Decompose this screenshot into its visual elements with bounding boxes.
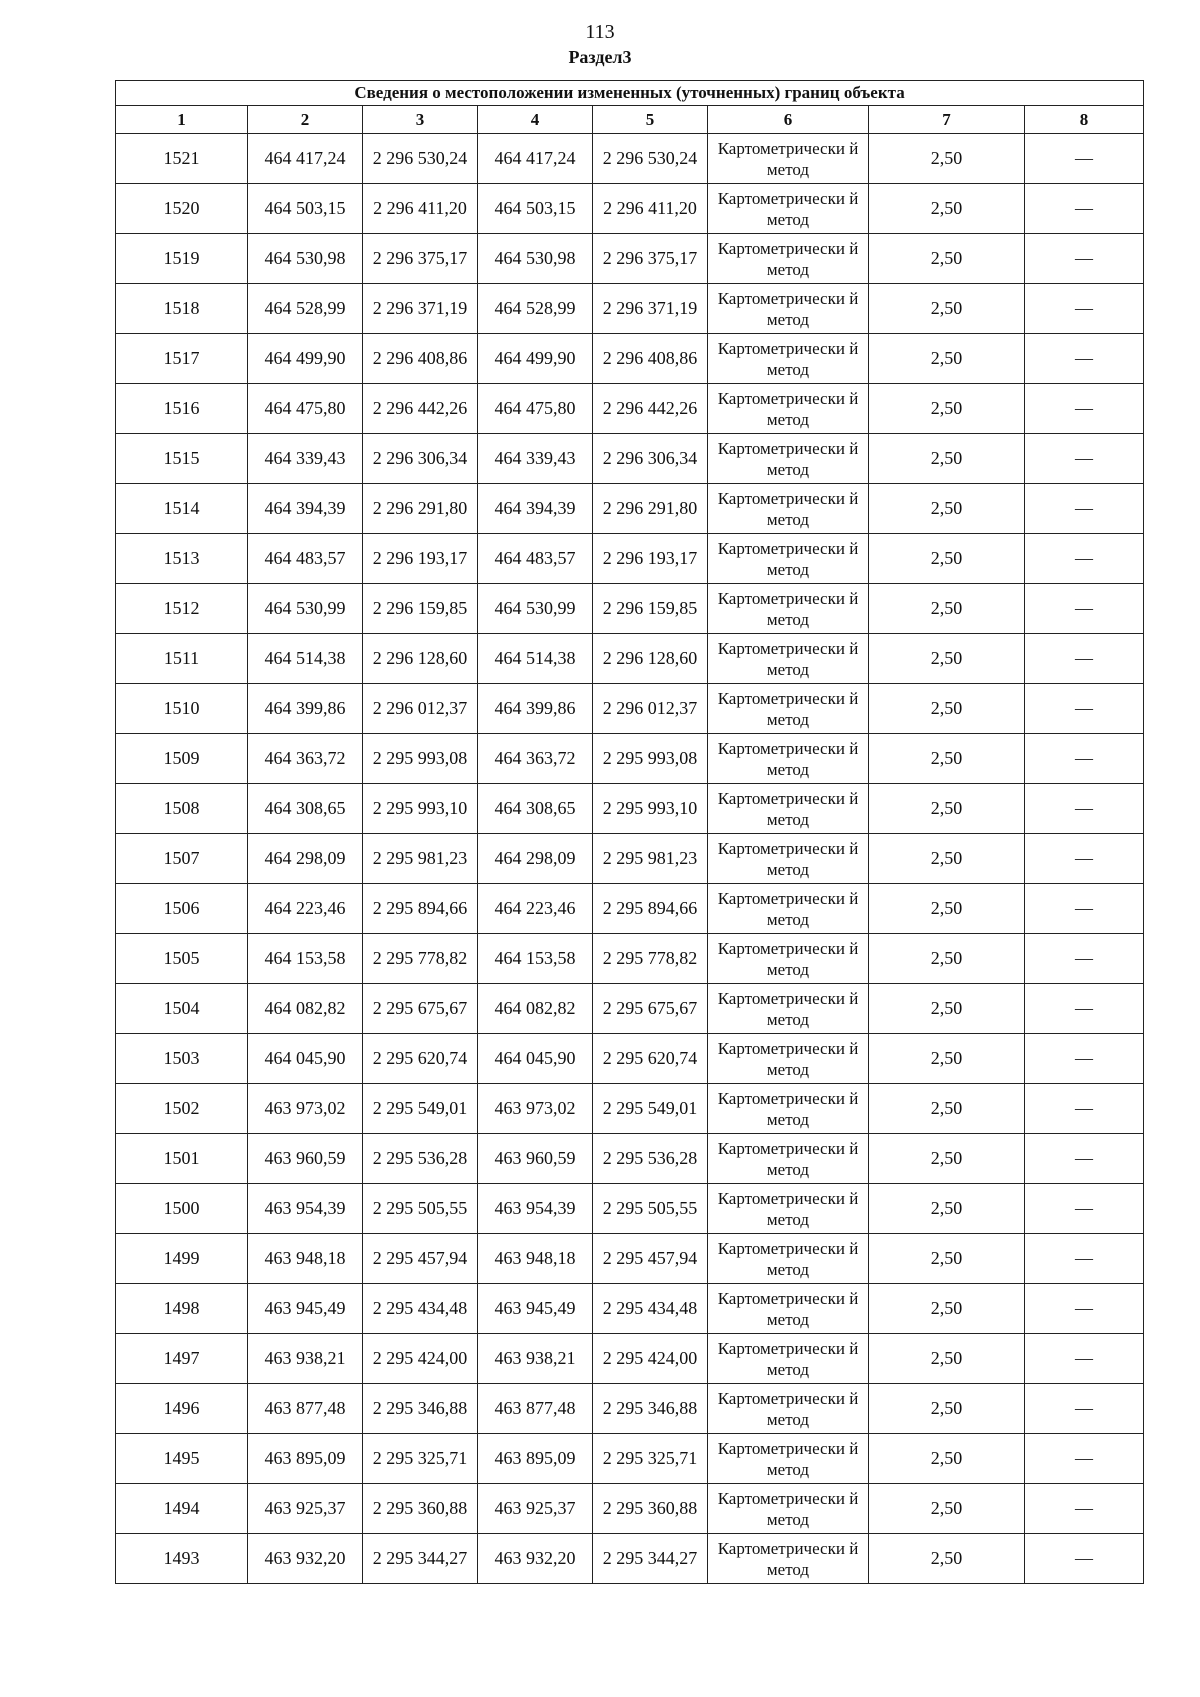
- point-number-cell: 1495: [116, 1434, 248, 1484]
- description-cell: —: [1025, 434, 1144, 484]
- description-cell: —: [1025, 834, 1144, 884]
- method-cell: Картометрически й метод: [708, 584, 869, 634]
- table-row: [116, 1284, 1144, 1334]
- y-new-cell: 2 295 549,01: [593, 1084, 708, 1134]
- point-number-cell: 1496: [116, 1384, 248, 1434]
- description-cell: —: [1025, 1034, 1144, 1084]
- method-cell: Картометрически й метод: [708, 384, 869, 434]
- point-number-cell: 1515: [116, 434, 248, 484]
- method-cell: Картометрически й метод: [708, 534, 869, 584]
- table-row: [116, 1334, 1144, 1384]
- x-old-cell: 463 877,48: [248, 1384, 363, 1434]
- method-cell: Картометрически й метод: [708, 284, 869, 334]
- y-old-cell: 2 295 993,10: [363, 784, 478, 834]
- method-cell: Картометрически й метод: [708, 484, 869, 534]
- description-cell: —: [1025, 1384, 1144, 1434]
- table-row: [116, 684, 1144, 734]
- table-row: [116, 1234, 1144, 1284]
- y-old-cell: 2 295 675,67: [363, 984, 478, 1034]
- description-cell: —: [1025, 384, 1144, 434]
- x-new-cell: 464 514,38: [478, 634, 593, 684]
- x-new-cell: 463 960,59: [478, 1134, 593, 1184]
- x-new-cell: 463 932,20: [478, 1534, 593, 1584]
- y-new-cell: 2 295 778,82: [593, 934, 708, 984]
- point-number-cell: 1493: [116, 1534, 248, 1584]
- section-title: Раздел3: [568, 47, 632, 67]
- x-old-cell: 464 417,24: [248, 134, 363, 184]
- x-new-cell: 463 938,21: [478, 1334, 593, 1384]
- x-old-cell: 464 399,86: [248, 684, 363, 734]
- precision-cell: 2,50: [869, 184, 1025, 234]
- precision-cell: 2,50: [869, 634, 1025, 684]
- point-number-cell: 1507: [116, 834, 248, 884]
- precision-cell: 2,50: [869, 1334, 1025, 1384]
- precision-cell: 2,50: [869, 1184, 1025, 1234]
- method-cell: Картометрически й метод: [708, 1084, 869, 1134]
- y-old-cell: 2 295 346,88: [363, 1384, 478, 1434]
- y-old-cell: 2 295 549,01: [363, 1084, 478, 1134]
- point-number-cell: 1500: [116, 1184, 248, 1234]
- precision-cell: 2,50: [869, 584, 1025, 634]
- precision-cell: 2,50: [869, 1084, 1025, 1134]
- point-number-cell: 1505: [116, 934, 248, 984]
- precision-cell: 2,50: [869, 1484, 1025, 1534]
- table-row: [116, 1134, 1144, 1184]
- method-cell: Картометрически й метод: [708, 234, 869, 284]
- method-cell: Картометрически й метод: [708, 984, 869, 1034]
- method-cell: Картометрически й метод: [708, 784, 869, 834]
- method-cell: Картометрически й метод: [708, 1334, 869, 1384]
- description-cell: —: [1025, 984, 1144, 1034]
- method-cell: Картометрически й метод: [708, 134, 869, 184]
- y-new-cell: 2 295 344,27: [593, 1534, 708, 1584]
- y-old-cell: 2 295 536,28: [363, 1134, 478, 1184]
- method-cell: Картометрически й метод: [708, 684, 869, 734]
- precision-cell: 2,50: [869, 834, 1025, 884]
- y-new-cell: 2 295 325,71: [593, 1434, 708, 1484]
- x-new-cell: 464 045,90: [478, 1034, 593, 1084]
- x-new-cell: 464 082,82: [478, 984, 593, 1034]
- method-cell: Картометрически й метод: [708, 1434, 869, 1484]
- y-new-cell: 2 295 434,48: [593, 1284, 708, 1334]
- table-row: [116, 534, 1144, 584]
- point-number-cell: 1520: [116, 184, 248, 234]
- method-cell: Картометрически й метод: [708, 1534, 869, 1584]
- point-number-cell: 1513: [116, 534, 248, 584]
- y-new-cell: 2 296 291,80: [593, 484, 708, 534]
- x-old-cell: 463 938,21: [248, 1334, 363, 1384]
- precision-cell: 2,50: [869, 1234, 1025, 1284]
- x-old-cell: 464 308,65: [248, 784, 363, 834]
- table-row: [116, 1034, 1144, 1084]
- y-new-cell: 2 295 993,08: [593, 734, 708, 784]
- point-number-cell: 1497: [116, 1334, 248, 1384]
- precision-cell: 2,50: [869, 1034, 1025, 1084]
- x-new-cell: 464 475,80: [478, 384, 593, 434]
- description-cell: —: [1025, 334, 1144, 384]
- method-cell: Картометрически й метод: [708, 1284, 869, 1334]
- method-cell: Картометрически й метод: [708, 934, 869, 984]
- x-old-cell: 464 223,46: [248, 884, 363, 934]
- y-new-cell: 2 295 675,67: [593, 984, 708, 1034]
- x-old-cell: 464 298,09: [248, 834, 363, 884]
- method-cell: Картометрически й метод: [708, 1484, 869, 1534]
- description-cell: —: [1025, 784, 1144, 834]
- x-old-cell: 464 503,15: [248, 184, 363, 234]
- table-row: [116, 1434, 1144, 1484]
- x-old-cell: 464 475,80: [248, 384, 363, 434]
- x-old-cell: 463 948,18: [248, 1234, 363, 1284]
- x-old-cell: 463 954,39: [248, 1184, 363, 1234]
- x-old-cell: 464 082,82: [248, 984, 363, 1034]
- x-new-cell: 464 483,57: [478, 534, 593, 584]
- x-new-cell: 464 223,46: [478, 884, 593, 934]
- x-old-cell: 464 363,72: [248, 734, 363, 784]
- y-new-cell: 2 295 894,66: [593, 884, 708, 934]
- description-cell: —: [1025, 1184, 1144, 1234]
- method-cell: Картометрически й метод: [708, 1234, 869, 1284]
- point-number-cell: 1508: [116, 784, 248, 834]
- table-row: [116, 784, 1144, 834]
- x-new-cell: 464 153,58: [478, 934, 593, 984]
- y-new-cell: 2 296 128,60: [593, 634, 708, 684]
- table-row: [116, 834, 1144, 884]
- x-old-cell: 464 394,39: [248, 484, 363, 534]
- description-cell: —: [1025, 684, 1144, 734]
- x-new-cell: 464 530,99: [478, 584, 593, 634]
- precision-cell: 2,50: [869, 1284, 1025, 1334]
- description-cell: —: [1025, 634, 1144, 684]
- point-number-cell: 1494: [116, 1484, 248, 1534]
- table-caption: Сведения о местоположении измененных (уточненных) границ объекта: [116, 81, 1144, 106]
- y-new-cell: 2 296 408,86: [593, 334, 708, 384]
- y-old-cell: 2 295 325,71: [363, 1434, 478, 1484]
- table-row: [116, 734, 1144, 784]
- y-new-cell: 2 296 375,17: [593, 234, 708, 284]
- precision-cell: 2,50: [869, 884, 1025, 934]
- x-new-cell: 464 363,72: [478, 734, 593, 784]
- y-old-cell: 2 295 344,27: [363, 1534, 478, 1584]
- y-old-cell: 2 296 128,60: [363, 634, 478, 684]
- precision-cell: 2,50: [869, 234, 1025, 284]
- method-cell: Картометрически й метод: [708, 884, 869, 934]
- description-cell: —: [1025, 184, 1144, 234]
- table-row: [116, 1084, 1144, 1134]
- description-cell: —: [1025, 1434, 1144, 1484]
- precision-cell: 2,50: [869, 1534, 1025, 1584]
- coordinates-table: [115, 80, 1144, 1584]
- x-old-cell: 464 514,38: [248, 634, 363, 684]
- point-number-cell: 1499: [116, 1234, 248, 1284]
- x-old-cell: 464 528,99: [248, 284, 363, 334]
- precision-cell: 2,50: [869, 1384, 1025, 1434]
- table-row: [116, 1484, 1144, 1534]
- y-old-cell: 2 296 371,19: [363, 284, 478, 334]
- y-new-cell: 2 296 442,26: [593, 384, 708, 434]
- x-new-cell: 464 528,99: [478, 284, 593, 334]
- column-number: 3: [363, 106, 478, 134]
- precision-cell: 2,50: [869, 1134, 1025, 1184]
- point-number-cell: 1501: [116, 1134, 248, 1184]
- y-old-cell: 2 296 193,17: [363, 534, 478, 584]
- precision-cell: 2,50: [869, 684, 1025, 734]
- description-cell: —: [1025, 1484, 1144, 1534]
- x-new-cell: 464 394,39: [478, 484, 593, 534]
- x-new-cell: 464 503,15: [478, 184, 593, 234]
- x-old-cell: 464 045,90: [248, 1034, 363, 1084]
- column-number: 6: [708, 106, 869, 134]
- point-number-cell: 1517: [116, 334, 248, 384]
- x-old-cell: 464 499,90: [248, 334, 363, 384]
- method-cell: Картометрически й метод: [708, 834, 869, 884]
- x-old-cell: 464 483,57: [248, 534, 363, 584]
- y-old-cell: 2 295 993,08: [363, 734, 478, 784]
- method-cell: Картометрически й метод: [708, 734, 869, 784]
- y-new-cell: 2 295 536,28: [593, 1134, 708, 1184]
- description-cell: —: [1025, 884, 1144, 934]
- y-new-cell: 2 296 530,24: [593, 134, 708, 184]
- method-cell: Картометрически й метод: [708, 1384, 869, 1434]
- x-new-cell: 464 499,90: [478, 334, 593, 384]
- table-row: [116, 1534, 1144, 1584]
- table-row: [116, 284, 1144, 334]
- y-old-cell: 2 295 778,82: [363, 934, 478, 984]
- column-number: 1: [116, 106, 248, 134]
- method-cell: Картометрически й метод: [708, 184, 869, 234]
- x-old-cell: 463 932,20: [248, 1534, 363, 1584]
- point-number-cell: 1498: [116, 1284, 248, 1334]
- point-number-cell: 1516: [116, 384, 248, 434]
- point-number-cell: 1509: [116, 734, 248, 784]
- page-number: 113: [585, 21, 615, 43]
- x-old-cell: 463 973,02: [248, 1084, 363, 1134]
- table-row: [116, 434, 1144, 484]
- y-new-cell: 2 295 360,88: [593, 1484, 708, 1534]
- y-old-cell: 2 295 434,48: [363, 1284, 478, 1334]
- y-new-cell: 2 295 981,23: [593, 834, 708, 884]
- y-old-cell: 2 296 442,26: [363, 384, 478, 434]
- y-new-cell: 2 296 371,19: [593, 284, 708, 334]
- table-row: [116, 384, 1144, 434]
- y-old-cell: 2 296 306,34: [363, 434, 478, 484]
- precision-cell: 2,50: [869, 484, 1025, 534]
- point-number-cell: 1503: [116, 1034, 248, 1084]
- description-cell: —: [1025, 134, 1144, 184]
- point-number-cell: 1504: [116, 984, 248, 1034]
- x-new-cell: 463 877,48: [478, 1384, 593, 1434]
- point-number-cell: 1514: [116, 484, 248, 534]
- y-old-cell: 2 296 411,20: [363, 184, 478, 234]
- y-old-cell: 2 295 360,88: [363, 1484, 478, 1534]
- method-cell: Картометрически й метод: [708, 434, 869, 484]
- y-old-cell: 2 296 291,80: [363, 484, 478, 534]
- table-row: [116, 484, 1144, 534]
- y-new-cell: 2 295 457,94: [593, 1234, 708, 1284]
- method-cell: Картометрически й метод: [708, 1134, 869, 1184]
- y-new-cell: 2 295 424,00: [593, 1334, 708, 1384]
- x-new-cell: 464 308,65: [478, 784, 593, 834]
- description-cell: —: [1025, 1534, 1144, 1584]
- x-old-cell: 464 530,99: [248, 584, 363, 634]
- description-cell: —: [1025, 1334, 1144, 1384]
- column-number: 2: [248, 106, 363, 134]
- table-row: [116, 984, 1144, 1034]
- y-old-cell: 2 295 457,94: [363, 1234, 478, 1284]
- y-old-cell: 2 296 408,86: [363, 334, 478, 384]
- y-new-cell: 2 296 306,34: [593, 434, 708, 484]
- y-old-cell: 2 295 981,23: [363, 834, 478, 884]
- description-cell: —: [1025, 484, 1144, 534]
- x-old-cell: 464 530,98: [248, 234, 363, 284]
- y-old-cell: 2 295 505,55: [363, 1184, 478, 1234]
- description-cell: —: [1025, 1284, 1144, 1334]
- precision-cell: 2,50: [869, 434, 1025, 484]
- x-new-cell: 463 948,18: [478, 1234, 593, 1284]
- y-new-cell: 2 295 346,88: [593, 1384, 708, 1434]
- description-cell: —: [1025, 1234, 1144, 1284]
- x-new-cell: 464 399,86: [478, 684, 593, 734]
- method-cell: Картометрически й метод: [708, 634, 869, 684]
- description-cell: —: [1025, 734, 1144, 784]
- description-cell: —: [1025, 934, 1144, 984]
- point-number-cell: 1512: [116, 584, 248, 634]
- point-number-cell: 1518: [116, 284, 248, 334]
- column-number-row: [116, 106, 1144, 134]
- description-cell: —: [1025, 534, 1144, 584]
- precision-cell: 2,50: [869, 384, 1025, 434]
- column-number: 5: [593, 106, 708, 134]
- precision-cell: 2,50: [869, 534, 1025, 584]
- x-old-cell: 464 339,43: [248, 434, 363, 484]
- x-new-cell: 463 954,39: [478, 1184, 593, 1234]
- x-old-cell: 463 945,49: [248, 1284, 363, 1334]
- precision-cell: 2,50: [869, 934, 1025, 984]
- y-old-cell: 2 295 894,66: [363, 884, 478, 934]
- precision-cell: 2,50: [869, 784, 1025, 834]
- y-old-cell: 2 295 620,74: [363, 1034, 478, 1084]
- table-row: [116, 1184, 1144, 1234]
- table-row: [116, 634, 1144, 684]
- description-cell: —: [1025, 1134, 1144, 1184]
- x-old-cell: 463 925,37: [248, 1484, 363, 1534]
- table-row: [116, 334, 1144, 384]
- x-new-cell: 463 925,37: [478, 1484, 593, 1534]
- table-row: [116, 184, 1144, 234]
- point-number-cell: 1506: [116, 884, 248, 934]
- point-number-cell: 1511: [116, 634, 248, 684]
- x-new-cell: 463 895,09: [478, 1434, 593, 1484]
- table-body: [116, 134, 1144, 1584]
- y-new-cell: 2 296 012,37: [593, 684, 708, 734]
- y-new-cell: 2 296 159,85: [593, 584, 708, 634]
- precision-cell: 2,50: [869, 1434, 1025, 1484]
- point-number-cell: 1521: [116, 134, 248, 184]
- point-number-cell: 1510: [116, 684, 248, 734]
- table-row: [116, 584, 1144, 634]
- y-new-cell: 2 296 411,20: [593, 184, 708, 234]
- table-row: [116, 234, 1144, 284]
- x-new-cell: 464 339,43: [478, 434, 593, 484]
- y-old-cell: 2 296 012,37: [363, 684, 478, 734]
- description-cell: —: [1025, 584, 1144, 634]
- y-new-cell: 2 295 993,10: [593, 784, 708, 834]
- x-old-cell: 464 153,58: [248, 934, 363, 984]
- y-old-cell: 2 296 159,85: [363, 584, 478, 634]
- x-new-cell: 464 298,09: [478, 834, 593, 884]
- y-new-cell: 2 295 505,55: [593, 1184, 708, 1234]
- x-new-cell: 463 973,02: [478, 1084, 593, 1134]
- table-row: [116, 934, 1144, 984]
- y-old-cell: 2 295 424,00: [363, 1334, 478, 1384]
- x-new-cell: 464 530,98: [478, 234, 593, 284]
- description-cell: —: [1025, 1084, 1144, 1134]
- method-cell: Картометрически й метод: [708, 1184, 869, 1234]
- description-cell: —: [1025, 284, 1144, 334]
- x-new-cell: 463 945,49: [478, 1284, 593, 1334]
- method-cell: Картометрически й метод: [708, 334, 869, 384]
- y-new-cell: 2 296 193,17: [593, 534, 708, 584]
- table-row: [116, 1384, 1144, 1434]
- column-number: 7: [869, 106, 1025, 134]
- y-new-cell: 2 295 620,74: [593, 1034, 708, 1084]
- point-number-cell: 1502: [116, 1084, 248, 1134]
- y-old-cell: 2 296 375,17: [363, 234, 478, 284]
- y-old-cell: 2 296 530,24: [363, 134, 478, 184]
- precision-cell: 2,50: [869, 134, 1025, 184]
- precision-cell: 2,50: [869, 334, 1025, 384]
- precision-cell: 2,50: [869, 734, 1025, 784]
- precision-cell: 2,50: [869, 984, 1025, 1034]
- x-new-cell: 464 417,24: [478, 134, 593, 184]
- table-row: [116, 884, 1144, 934]
- point-number-cell: 1519: [116, 234, 248, 284]
- x-old-cell: 463 960,59: [248, 1134, 363, 1184]
- table-row: [116, 134, 1144, 184]
- x-old-cell: 463 895,09: [248, 1434, 363, 1484]
- description-cell: —: [1025, 234, 1144, 284]
- precision-cell: 2,50: [869, 284, 1025, 334]
- column-number: 4: [478, 106, 593, 134]
- method-cell: Картометрически й метод: [708, 1034, 869, 1084]
- column-number: 8: [1025, 106, 1144, 134]
